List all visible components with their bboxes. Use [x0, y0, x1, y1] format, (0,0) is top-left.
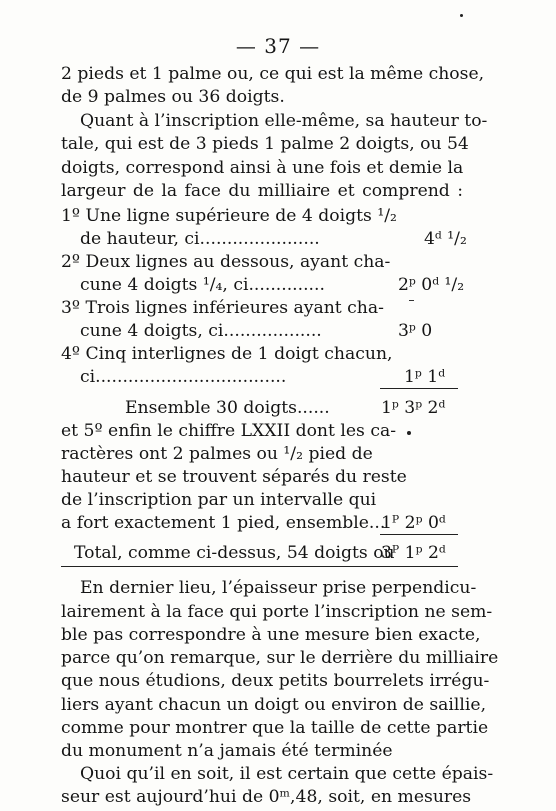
- total-value: 3ᴾ 1ᵖ 2ᵈ: [381, 543, 446, 563]
- item-3-value: 3ᵖ 0: [398, 321, 433, 341]
- print-speck: [460, 14, 463, 17]
- text-line: parce qu’on remarque, sur le derrière du milliaire: [61, 648, 499, 668]
- text-line: Quant à l’inscription elle-même, sa hauteur to-: [80, 111, 488, 131]
- fifth-line: de l’inscription par un intervalle qui: [61, 490, 377, 510]
- ensemble-value: 1ᵖ 3ᵖ 2ᵈ: [381, 398, 446, 418]
- text-line: 2 pieds et 1 palme ou, ce qui est la même chose,: [61, 64, 485, 84]
- text-line: largeur de la face du milliaire et comprend :: [61, 181, 463, 201]
- item-2-value: 2ᵖ 0ᵈ ¹/₂: [398, 275, 465, 295]
- text-line: lairement à la face qui porte l’inscription ne sem-: [61, 602, 493, 622]
- text-line: En dernier lieu, l’épaisseur prise perpendicu-: [80, 578, 477, 598]
- item-1-line1: 1º Une ligne supérieure de 4 doigts ¹/₂: [61, 206, 397, 226]
- print-mark: [407, 431, 411, 435]
- text-line: que nous étudions, deux petits bourrelets irrégu-: [61, 671, 490, 691]
- item-4-line1: 4º Cinq interlignes de 1 doigt chacun,: [61, 344, 393, 364]
- fifth-value: 1ᴾ 2ᵖ 0ᵈ: [381, 513, 446, 533]
- text-line: tale, qui est de 3 pieds 1 palme 2 doigts, ou 54: [61, 134, 469, 154]
- fifth-line: a fort exactement 1 pied, ensemble...: [61, 513, 386, 533]
- total-label: Total, comme ci-dessus, 54 doigts ou: [74, 543, 395, 563]
- fifth-line: ractères ont 2 palmes ou ¹/₂ pied de: [61, 444, 373, 464]
- sum-rule: [380, 388, 458, 389]
- item-2-line1: 2º Deux lignes au dessous, ayant cha-: [61, 252, 391, 272]
- text-line: comme pour montrer que la taille de cette partie: [61, 718, 489, 738]
- item-4-value: 1ᵖ 1ᵈ: [404, 367, 446, 387]
- text-line: du monument n’a jamais été terminée: [61, 741, 393, 761]
- print-mark: [409, 300, 414, 301]
- text-line: doigts, correspond ainsi à une fois et demie la: [61, 158, 464, 178]
- item-2-line2: cune 4 doigts ¹/₄, ci..............: [80, 275, 325, 295]
- ensemble-label: Ensemble 30 doigts......: [125, 398, 330, 418]
- fifth-line: et 5º enfin le chiffre LXXII dont les ca-: [61, 421, 396, 441]
- section-rule: [61, 566, 458, 567]
- item-3-line1: 3º Trois lignes inférieures ayant cha-: [61, 298, 384, 318]
- page-number: — 37 —: [235, 34, 321, 58]
- text-line: ble pas correspondre à une mesure bien exacte,: [61, 625, 481, 645]
- text-line: Quoi qu’il en soit, il est certain que cette épais-: [80, 764, 494, 784]
- text-line: de 9 palmes ou 36 doigts.: [61, 87, 285, 107]
- text-line: seur est aujourd’hui de 0ᵐ,48, soit, en mesures: [61, 787, 472, 807]
- item-1-line2: de hauteur, ci......................: [80, 229, 320, 249]
- total-rule: [380, 534, 458, 535]
- fifth-line: hauteur et se trouvent séparés du reste: [61, 467, 407, 487]
- text-line: liers ayant chacun un doigt ou environ de saillie,: [61, 695, 487, 715]
- item-1-value: 4ᵈ ¹/₂: [424, 229, 467, 249]
- item-4-line2: ci...................................: [80, 367, 287, 387]
- item-3-line2: cune 4 doigts, ci..................: [80, 321, 322, 341]
